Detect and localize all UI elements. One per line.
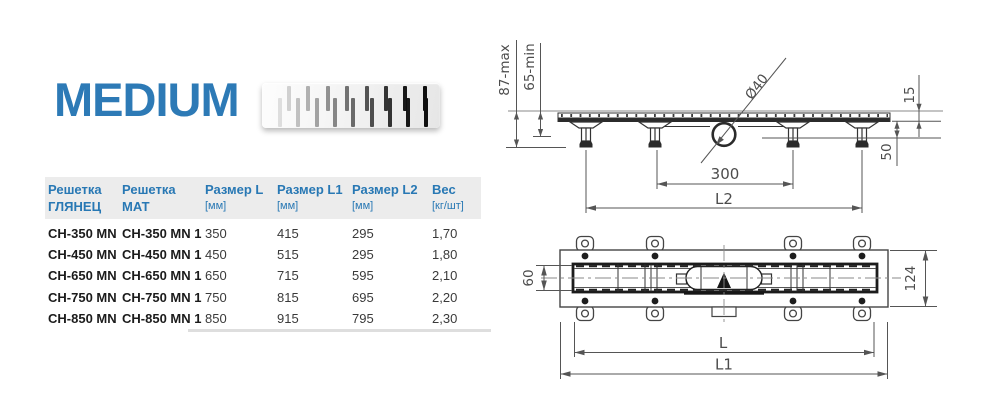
fixing-dot — [859, 253, 866, 260]
tab-hole — [582, 240, 589, 247]
table-cell: 515 — [277, 247, 299, 263]
table-cell: 1,70 — [432, 226, 458, 242]
tab-hole — [790, 310, 797, 317]
grate-slot — [424, 98, 428, 127]
table-cell: 295 — [352, 226, 374, 242]
dim-label-hmax: 87-max — [497, 44, 513, 96]
grate-slot — [278, 98, 282, 127]
table-row — [48, 308, 481, 329]
dim-label-outerw: 124 — [903, 265, 919, 292]
leg-part — [787, 141, 800, 148]
grate-slot — [406, 98, 410, 127]
dim-label-hmin: 65-min — [522, 43, 538, 91]
tab-hole — [652, 240, 659, 247]
fixing-dot — [582, 298, 589, 305]
table-cell: 695 — [352, 289, 374, 305]
grate-slot — [388, 98, 392, 127]
tab-hole — [859, 240, 866, 247]
dim-label-l: L — [718, 334, 728, 352]
grate-pattern — [262, 83, 440, 128]
table-cell: CH-450 MN 1 — [122, 247, 202, 263]
tab-hole — [652, 310, 659, 317]
grate-slot — [345, 86, 349, 111]
plan-view-drawing — [488, 216, 1000, 412]
table-body — [45, 223, 481, 329]
column-header: Размер L1 [мм] — [277, 182, 343, 212]
table-cell: 850 — [205, 310, 227, 326]
dim-label-outlet: Ø40 — [742, 71, 772, 103]
grate-slot — [296, 98, 300, 127]
table-cell: 2,10 — [432, 268, 458, 284]
fixing-dot — [859, 298, 866, 305]
table-cell: 795 — [352, 310, 374, 326]
table-cell: CH-350 MN 1 — [122, 226, 202, 242]
dim-label-l1: L1 — [715, 355, 733, 374]
column-header: Решетка МАТ — [122, 182, 176, 214]
leg-part — [639, 122, 671, 128]
fixing-dot — [582, 253, 589, 260]
dim-label-innerw: 60 — [521, 269, 537, 287]
table-cell: CH-450 MN — [48, 247, 117, 263]
leg-part — [856, 141, 869, 148]
fixing-dot — [790, 298, 797, 305]
table-cell: 450 — [205, 247, 227, 263]
fixing-dot — [652, 253, 659, 260]
dim-label-flange: 15 — [902, 86, 918, 104]
tab-hole — [582, 310, 589, 317]
tab-hole — [859, 310, 866, 317]
table-cell: CH-350 MN — [48, 226, 117, 242]
table-cell: 815 — [277, 289, 299, 305]
column-header: Размер L2 [мм] — [352, 182, 418, 212]
table-cell: 915 — [277, 310, 299, 326]
column-header: Размер L [мм] — [205, 182, 264, 212]
table-cell: 295 — [352, 247, 374, 263]
table-cell: CH-750 MN — [48, 289, 117, 305]
side-view-drawing — [488, 20, 1000, 216]
grate-slot — [287, 86, 291, 111]
table-cell: CH-750 MN 1 — [122, 289, 202, 305]
leg-part — [580, 141, 593, 148]
dim-label-spacing: 300 — [710, 165, 740, 183]
table-cell: 415 — [277, 226, 299, 242]
table-cell: CH-650 MN — [48, 268, 117, 284]
table-cell: 2,20 — [432, 289, 458, 305]
fixing-dot — [652, 298, 659, 305]
tab-hole — [790, 240, 797, 247]
dim-label-depth: 50 — [879, 143, 895, 161]
grate-slot — [351, 98, 355, 127]
grate-slot — [365, 86, 369, 111]
table-row — [48, 265, 481, 286]
leg-part — [777, 122, 809, 128]
table-cell: 650 — [205, 268, 227, 284]
column-header: Вес [кг/шт] — [432, 182, 464, 212]
leg-part — [649, 141, 662, 148]
table-row — [48, 223, 481, 244]
leg-part — [570, 122, 602, 128]
table-cell: CH-650 MN 1 — [122, 268, 202, 284]
table-cell: 350 — [205, 226, 227, 242]
table-cell: 1,80 — [432, 247, 458, 263]
page-title: MEDIUM — [54, 73, 239, 126]
table-cell: 2,30 — [432, 310, 458, 326]
column-header: Решетка ГЛЯНЕЦ — [48, 182, 102, 214]
table-header — [45, 177, 481, 219]
grate-slot — [370, 98, 374, 127]
table-cell: 595 — [352, 268, 374, 284]
fixing-dot — [790, 253, 797, 260]
grate-slot — [333, 98, 337, 127]
grate-slot — [326, 86, 330, 111]
grate-slot — [306, 86, 310, 111]
table-cell: 715 — [277, 268, 299, 284]
dim-label-l2: L2 — [715, 190, 733, 208]
table-cell: CH-850 MN 1 — [122, 310, 202, 326]
table-row — [48, 244, 481, 265]
table-cell: CH-850 MN — [48, 310, 117, 326]
leg-part — [846, 122, 878, 128]
grate-slot — [315, 98, 319, 127]
left-dim-arrows — [514, 112, 543, 147]
table-underline — [188, 329, 491, 332]
table-cell: 750 — [205, 289, 227, 305]
table-row — [48, 287, 481, 308]
